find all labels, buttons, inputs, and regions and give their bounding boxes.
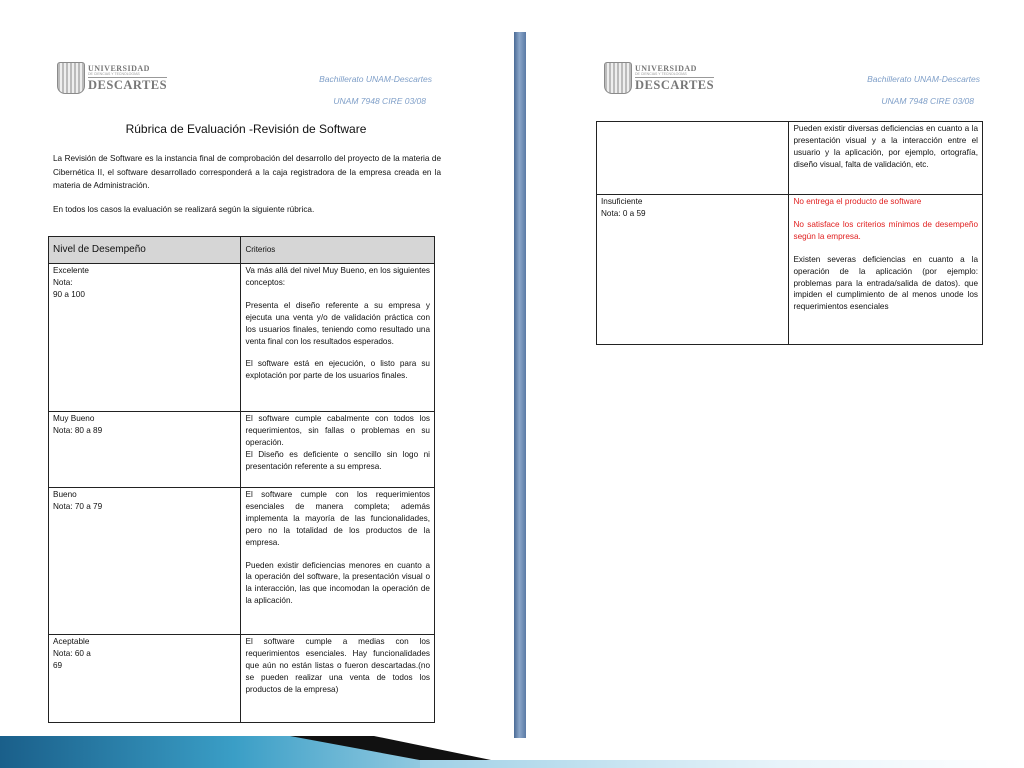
criteria-text: El software cumple a medias con los requerimientos esenciales. Hay funcionalidades que aún no están listas o fueron descartadas.(no se pueden realizar una venta de todos los productos de la empresa) [245,637,430,694]
level-cell [597,122,789,195]
logo-line2: DESCARTES [88,77,168,92]
criteria-text: Va más allá del nivel Muy Bueno, en los siguientes conceptos: [245,266,430,287]
criteria-text: Existen severas deficiencias en cuanto a la operación de la aplicación (por ejemplo: problemas para la entrada/salida de datos). que impiden el cumplimiento de al menos unode los requerimientos esenciales [793,254,978,312]
table-row [49,488,435,635]
rubric-table [48,236,435,723]
nota-range: Nota: 80 a 89 [53,425,103,435]
table-row [597,195,983,345]
criteria-text-red: No satisface los criterios mínimos de desempeño según la empresa. [793,219,978,241]
level-cell [49,264,241,412]
table-row [49,264,435,412]
footer-stripe-light [420,760,1024,768]
criteria-text: El software cumple con los requerimientos esenciales de manera completa; además implementa la mayoría de las funcionalidades, pero no la totalidad de los productos de la empresa. [245,490,430,547]
criteria-text: Pueden existir deficiencias menores en cuanto a la operación del software, la presentación visual o la interacción, las que incomodan la operación de la aplicación. [245,560,430,606]
nota-range: Nota: 60 a [53,648,91,658]
header-criteria: Criterios [241,237,435,264]
document-title: Rúbrica de Evaluación -Revisión de Software [125,122,367,136]
level-cell [49,412,241,488]
program-name: Bachillerato UNAM-Descartes [319,74,432,84]
logo-line2: DESCARTES [635,77,715,92]
header-level: Nivel de Desempeño [49,237,241,264]
nota-range: Nota: 0 a 59 [601,208,646,218]
document-page-2 [528,0,1024,740]
criteria-text: El software está en ejecución, o listo para su explotación por parte de los usuarios finales. [245,359,430,381]
criteria-cell [789,195,983,345]
level-cell [597,195,789,345]
table-row [49,412,435,488]
criteria-cell [241,635,435,723]
criteria-text: Presenta el diseño referente a su empresa y ejecuta una venta y/o de validación práctica con los usuarios finales, teniendo como resultado una venta final con los resultados esperados. [245,300,430,346]
document-page-1 [0,0,512,740]
level-name: Insuficiente [601,197,643,206]
criteria-cell [241,412,435,488]
table-row [49,635,435,723]
logo-line1: UNIVERSIDAD [88,64,150,73]
nota-label: Nota: [53,277,73,287]
university-crest-icon [604,62,632,94]
criteria-cell [789,122,983,195]
criteria-text: El software cumple cabalmente con todos los requerimientos, sin fallas o problemas en su operación. [245,414,430,447]
logo-subline: DE CIENCIAS Y TECNOLOGÍAS [635,72,687,76]
intro-paragraph: La Revisión de Software es la instancia final de comprobación del desarrollo del proyecto de la materia de Cibernética II, el software desarrollado corresponderá a la caja registradora de la empresa creada en la materia de Administración. [53,154,441,190]
nota-range: 90 a 100 [53,289,85,299]
criteria-text: El Diseño es deficiente o sencillo sin logo ni presentación referente a su empresa. [245,449,430,471]
university-logo [604,62,714,94]
nota-range: Nota: 70 a 79 [53,501,103,511]
note-paragraph: En todos los casos la evaluación se realizará según la siguiente rúbrica. [53,205,315,214]
criteria-cell [241,264,435,412]
level-name: Aceptable [53,637,90,646]
university-logo [57,62,167,94]
table-header-row [49,237,435,264]
page-divider [514,32,526,738]
rubric-table-continued [596,121,983,345]
university-crest-icon [57,62,85,94]
table-row [597,122,983,195]
nota-range-cont: 69 [53,660,63,670]
level-cell [49,488,241,635]
level-name: Excelente [53,266,89,275]
slide-footer-decoration [0,736,1024,768]
criteria-cell [241,488,435,635]
level-name: Bueno [53,490,77,499]
criteria-text-red: No entrega el producto de software [793,197,922,206]
document-code: UNAM 7948 CIRE 03/08 [881,96,974,106]
level-cell [49,635,241,723]
document-code: UNAM 7948 CIRE 03/08 [333,96,426,106]
level-name: Muy Bueno [53,414,95,423]
program-name: Bachillerato UNAM-Descartes [867,74,980,84]
logo-subline: DE CIENCIAS Y TECNOLOGÍAS [88,72,140,76]
criteria-text: Pueden existir diversas deficiencias en cuanto a la presentación visual y a la interacción entre el usuario y la aplicación, por ejemplo, ortografía, diseño visual, falta de validación, etc. [793,124,978,169]
logo-line1: UNIVERSIDAD [635,64,697,73]
